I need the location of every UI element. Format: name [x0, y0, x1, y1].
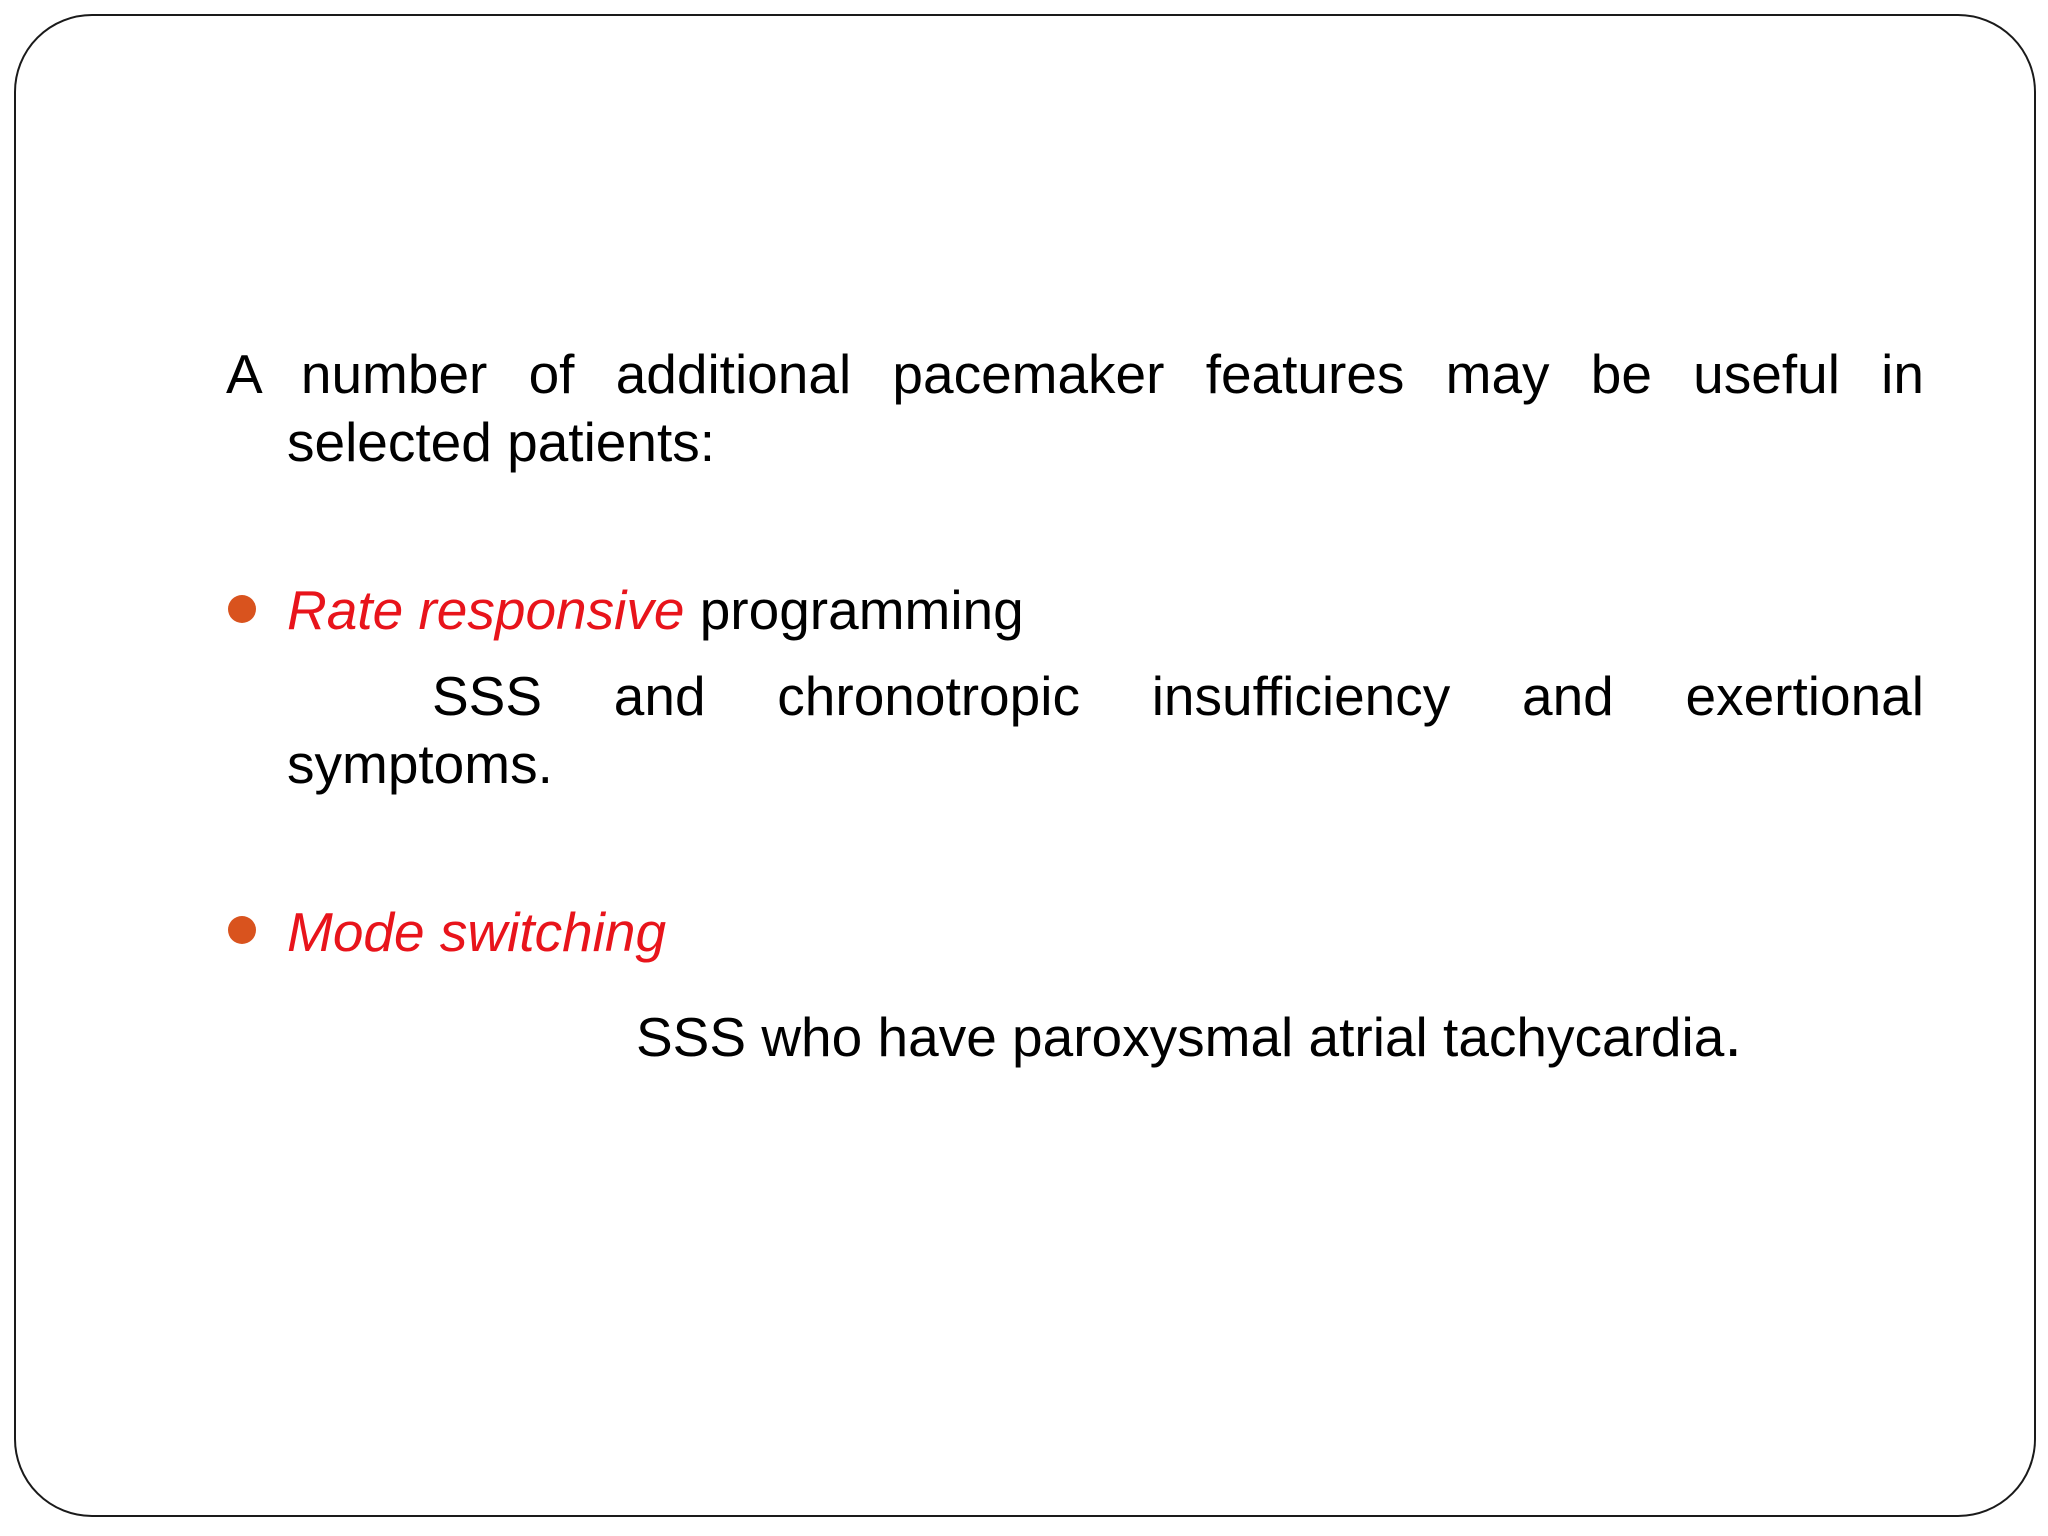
intro-line-1: A number of additional pacemaker features may be useful in — [226, 343, 1924, 405]
mode-switching-term: Mode switching — [287, 901, 667, 963]
bullet-mode-switching — [287, 898, 666, 966]
rate-responsive-term-rest: programming — [684, 579, 1024, 641]
mode-switching-detail-text: SSS who have paroxysmal atrial tachycardia — [636, 1006, 1725, 1068]
rate-responsive-term: Rate responsive — [287, 579, 685, 641]
intro-line-2: selected patients: — [287, 411, 716, 473]
rate-responsive-detail-line-2: symptoms. — [287, 733, 553, 795]
bullet-rate-responsive — [287, 576, 1024, 644]
bullet-rate-responsive-icon — [228, 595, 256, 623]
mode-switching-detail-period: . — [1724, 998, 1743, 1070]
mode-switching-detail — [636, 1000, 1742, 1071]
rate-responsive-detail-line-1: SSS and chronotropic insufficiency and exertional — [432, 665, 1924, 727]
bullet-mode-switching-icon — [228, 916, 256, 944]
